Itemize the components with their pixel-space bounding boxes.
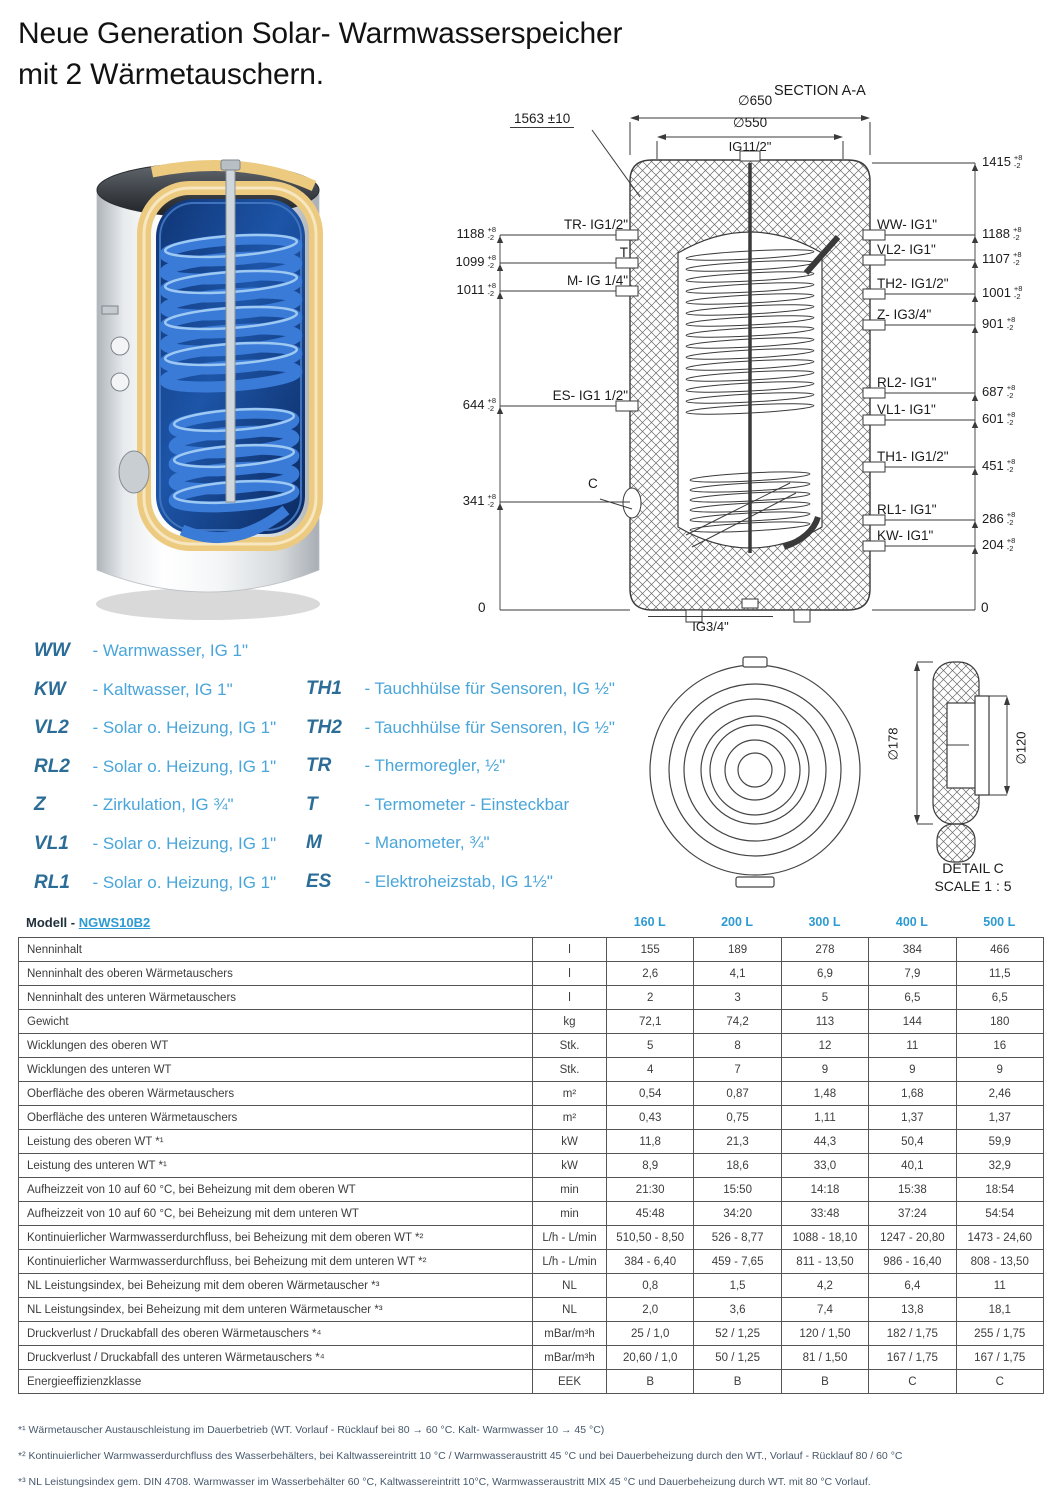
spec-row <box>19 938 1044 962</box>
detail-c-title: DETAIL C <box>942 860 1004 876</box>
spec-value-cell: 2,0 <box>607 1298 694 1322</box>
spec-unit-cell: NL <box>533 1274 607 1298</box>
spec-unit-cell: min <box>533 1178 607 1202</box>
spec-value-cell: 15:38 <box>869 1178 956 1202</box>
spec-row <box>19 1202 1044 1226</box>
spec-value-cell: 5 <box>781 986 868 1010</box>
legend-desc: - Tauchhülse für Sensoren, IG ½" <box>364 679 615 698</box>
spec-name-cell: Nenninhalt <box>19 938 533 962</box>
port-label: TH2- IG1/2" <box>877 276 949 291</box>
spec-value-cell: 3 <box>694 986 781 1010</box>
spec-row <box>19 1154 1044 1178</box>
legend-item <box>34 794 276 833</box>
spec-value-cell: 986 - 16,40 <box>869 1250 956 1274</box>
spec-value-cell: 8,9 <box>607 1154 694 1178</box>
spec-value-cell: 808 - 13,50 <box>956 1250 1043 1274</box>
column-header: 400 L <box>895 915 928 929</box>
spec-value-cell: 16 <box>956 1034 1043 1058</box>
spec-table-grid <box>18 937 1044 1394</box>
tank-cutaway-illustration <box>82 138 334 630</box>
spec-name-cell: Wicklungen des oberen WT <box>19 1034 533 1058</box>
legend-item <box>34 717 276 756</box>
spec-value-cell: 7 <box>694 1058 781 1082</box>
legend-abbr: KW <box>34 678 66 700</box>
spec-name-cell: Nenninhalt des oberen Wärmetauschers <box>19 962 533 986</box>
spec-value-cell: 466 <box>956 938 1043 962</box>
legend-desc: - Tauchhülse für Sensoren, IG ½" <box>364 717 615 737</box>
dimension-value: 1188 +8 -2 <box>456 225 496 242</box>
spec-value-cell: 0,8 <box>607 1274 694 1298</box>
inner-diameter-label: ∅550 <box>732 115 768 130</box>
spec-value-cell: 189 <box>694 938 781 962</box>
spec-value-cell: 1247 - 20,80 <box>869 1226 956 1250</box>
column-header: 160 L <box>633 915 666 929</box>
spec-name-cell: Kontinuierlicher Warmwasserdurchfluss, bei Beheizung mit dem unteren WT *² <box>19 1250 533 1274</box>
spec-value-cell: 72,1 <box>607 1010 694 1034</box>
model-link[interactable]: NGWS10B2 <box>78 915 151 930</box>
spec-row <box>19 1106 1044 1130</box>
spec-value-cell: 182 / 1,75 <box>869 1322 956 1346</box>
page-title-line1: Neue Generation Solar- Warmwasserspeicher <box>18 17 623 50</box>
spec-value-cell: 9 <box>869 1058 956 1082</box>
spec-unit-cell: Stk. <box>533 1058 607 1082</box>
spec-value-cell: 15:50 <box>694 1178 781 1202</box>
spec-table <box>18 912 1043 1394</box>
legend-desc: - Termometer - Einsteckbar <box>364 794 570 814</box>
spec-row <box>19 1346 1044 1370</box>
spec-name-cell: NL Leistungsindex, bei Beheizung mit dem oberen Wärmetauscher *³ <box>19 1274 533 1298</box>
spec-name-cell: Oberfläche des unteren Wärmetauschers <box>19 1106 533 1130</box>
dimension-value: 341 +8 -2 <box>462 492 496 509</box>
spec-value-cell: 1473 - 24,60 <box>956 1226 1043 1250</box>
port-label: VL2- IG1" <box>877 242 936 257</box>
spec-value-cell: 11 <box>869 1034 956 1058</box>
spec-unit-cell: kW <box>533 1154 607 1178</box>
detail-outer-diameter-label: ∅178 <box>885 727 901 761</box>
spec-value-cell: 37:24 <box>869 1202 956 1226</box>
dimension-value: 1107 +8 -2 <box>982 250 1022 267</box>
spec-unit-cell: kW <box>533 1130 607 1154</box>
spec-value-cell: 7,9 <box>869 962 956 986</box>
spec-unit-cell: mBar/m³h <box>533 1322 607 1346</box>
spec-unit-cell: m² <box>533 1106 607 1130</box>
legend-abbr: WW <box>34 640 70 661</box>
dimension-value: 204 +8 -2 <box>982 536 1016 553</box>
outer-diameter-label: ∅650 <box>737 93 773 108</box>
dimension-value: 901 +8 -2 <box>982 315 1016 332</box>
spec-value-cell: 2,46 <box>956 1082 1043 1106</box>
spec-value-cell: 5 <box>607 1034 694 1058</box>
legend-desc: - Elektroheizstab, IG 1½" <box>364 871 553 891</box>
spec-value-cell: 255 / 1,75 <box>956 1322 1043 1346</box>
dimension-value: 451 +8 -2 <box>982 457 1016 474</box>
spec-row <box>19 1058 1044 1082</box>
legend-abbr: Z <box>34 794 46 816</box>
column-header: 200 L <box>721 915 754 929</box>
port-label: M- IG 1/4" <box>566 273 628 288</box>
legend-item <box>34 833 276 872</box>
spec-value-cell: 459 - 7,65 <box>694 1250 781 1274</box>
spec-value-cell: 384 - 6,40 <box>607 1250 694 1274</box>
spec-value-cell: 155 <box>607 938 694 962</box>
spec-value-cell: 0,43 <box>607 1106 694 1130</box>
spec-row <box>19 1274 1044 1298</box>
spec-value-cell: 50 / 1,25 <box>694 1346 781 1370</box>
dimension-value: 1001 +8 -2 <box>982 284 1023 301</box>
column-header: 300 L <box>808 915 841 929</box>
spec-value-cell: 34:20 <box>694 1202 781 1226</box>
spec-unit-cell: mBar/m³h <box>533 1346 607 1370</box>
column-headers <box>606 915 1043 929</box>
legend-column-1 <box>34 640 276 910</box>
port-label: C <box>588 476 598 491</box>
spec-value-cell: 32,9 <box>956 1154 1043 1178</box>
legend-desc: - Solar o. Heizung, IG 1" <box>92 718 277 738</box>
spec-row <box>19 1370 1044 1394</box>
detail-inner-diameter-label: ∅120 <box>1013 731 1029 765</box>
legend-abbr: M <box>306 832 322 854</box>
spec-value-cell: 4,2 <box>781 1274 868 1298</box>
legend-abbr: T <box>306 793 318 815</box>
spec-value-cell: 7,4 <box>781 1298 868 1322</box>
detail-c-scale: SCALE 1 : 5 <box>934 878 1012 894</box>
dimension-value: 687 +8 -2 <box>982 383 1016 400</box>
legend-item <box>306 794 615 833</box>
spec-value-cell: 21,3 <box>694 1130 781 1154</box>
spec-value-cell: 12 <box>781 1034 868 1058</box>
dimension-value: 601 +8 -2 <box>982 410 1016 427</box>
spec-unit-cell: l <box>533 986 607 1010</box>
legend-desc: - Solar o. Heizung, IG 1" <box>92 833 277 853</box>
spec-value-cell: 18,1 <box>956 1298 1043 1322</box>
dimension-value: 1099 +8 -2 <box>455 253 496 270</box>
spec-row <box>19 986 1044 1010</box>
spec-row <box>19 1130 1044 1154</box>
spec-value-cell: 1,68 <box>869 1082 956 1106</box>
spec-name-cell: Leistung des unteren WT *¹ <box>19 1154 533 1178</box>
spec-value-cell: 1,5 <box>694 1274 781 1298</box>
spec-unit-cell: min <box>533 1202 607 1226</box>
spec-value-cell: 2 <box>607 986 694 1010</box>
spec-row <box>19 1178 1044 1202</box>
section-drawing-art <box>440 85 1061 650</box>
port-label: WW- IG1" <box>877 217 938 232</box>
spec-table-header <box>18 912 1043 937</box>
legend-item <box>306 678 615 717</box>
spec-value-cell: 2,6 <box>607 962 694 986</box>
spec-value-cell: 4,1 <box>694 962 781 986</box>
legend-abbr: RL2 <box>34 755 70 777</box>
spec-row <box>19 1034 1044 1058</box>
spec-unit-cell: NL <box>533 1298 607 1322</box>
legend-item <box>306 832 615 871</box>
spec-value-cell: C <box>956 1370 1043 1394</box>
legend-item <box>306 717 615 756</box>
port-label: KW- IG1" <box>877 528 934 543</box>
spec-value-cell: 45:48 <box>607 1202 694 1226</box>
spec-value-cell: 0,75 <box>694 1106 781 1130</box>
spec-value-cell: 11 <box>956 1274 1043 1298</box>
column-header: 500 L <box>983 915 1016 929</box>
bottom-port-label: IG3/4" <box>648 616 773 634</box>
spec-value-cell: 59,9 <box>956 1130 1043 1154</box>
footnote-line: *¹ Wärmetauscher Austauschleistung im Dauerbetrieb (WT. Vorlauf - Rücklauf bei 80 → 60 °C. Kalt- Warmwasser 10 → 45 °C) <box>18 1424 605 1436</box>
spec-value-cell: 180 <box>956 1010 1043 1034</box>
legend-desc: - Kaltwasser, IG 1" <box>92 679 233 699</box>
top-view-drawing <box>640 652 875 894</box>
dimension-value: 1188 +8 -2 <box>982 225 1022 242</box>
spec-name-cell: Gewicht <box>19 1010 533 1034</box>
footnotes <box>18 1424 1048 1502</box>
spec-value-cell: 50,4 <box>869 1130 956 1154</box>
spec-value-cell: 11,5 <box>956 962 1043 986</box>
total-height-label: 1563 ±10 <box>510 111 574 128</box>
spec-value-cell: 3,6 <box>694 1298 781 1322</box>
page-title <box>18 14 622 95</box>
dimension-value: 286 +8 -2 <box>982 510 1016 527</box>
spec-value-cell: 384 <box>869 938 956 962</box>
spec-value-cell: 120 / 1,50 <box>781 1322 868 1346</box>
spec-value-cell: 81 / 1,50 <box>781 1346 868 1370</box>
legend-desc: - Warmwasser, IG 1" <box>92 641 249 660</box>
connection-legend <box>30 640 660 905</box>
spec-unit-cell: l <box>533 962 607 986</box>
spec-value-cell: 33:48 <box>781 1202 868 1226</box>
dimension-value: 1415 +8 -2 <box>982 153 1023 170</box>
spec-value-cell: 6,4 <box>869 1274 956 1298</box>
spec-value-cell: 4 <box>607 1058 694 1082</box>
spec-name-cell: Druckverlust / Druckabfall des oberen Wärmetauschers *⁴ <box>19 1322 533 1346</box>
spec-unit-cell: Stk. <box>533 1034 607 1058</box>
legend-abbr: VL1 <box>34 832 69 854</box>
footnote-line: *³ NL Leistungsindex gem. DIN 4708. Warmwasser im Wasserbehälter 60 °C, Kaltwassereintritt 10°C, Warmwasseraustritt MIX 45 °C und Dauerbeheizung durch WT. mit 80 °C Vorlauf. <box>18 1476 871 1488</box>
spec-unit-cell: EEK <box>533 1370 607 1394</box>
port-label: ES- IG1 1/2" <box>552 388 628 403</box>
spec-value-cell: B <box>781 1370 868 1394</box>
zero-label-left: 0 <box>478 600 486 615</box>
spec-unit-cell: L/h - L/min <box>533 1226 607 1250</box>
spec-value-cell: 1,37 <box>956 1106 1043 1130</box>
spec-value-cell: 33,0 <box>781 1154 868 1178</box>
port-label: TH1- IG1/2" <box>877 449 949 464</box>
spec-value-cell: 6,5 <box>869 986 956 1010</box>
top-port-label: IG11/2" <box>728 139 772 154</box>
spec-name-cell: Oberfläche des oberen Wärmetauschers <box>19 1082 533 1106</box>
spec-value-cell: C <box>869 1370 956 1394</box>
spec-value-cell: 6,5 <box>956 986 1043 1010</box>
spec-value-cell: 25 / 1,0 <box>607 1322 694 1346</box>
spec-value-cell: 13,8 <box>869 1298 956 1322</box>
legend-abbr: TH2 <box>306 716 342 738</box>
legend-abbr: TH1 <box>306 678 342 699</box>
spec-value-cell: 1,48 <box>781 1082 868 1106</box>
spec-value-cell: 1,11 <box>781 1106 868 1130</box>
legend-item <box>34 679 276 718</box>
port-label: RL1- IG1" <box>877 502 937 517</box>
spec-value-cell: 18,6 <box>694 1154 781 1178</box>
spec-value-cell: 113 <box>781 1010 868 1034</box>
spec-name-cell: Druckverlust / Druckabfall des unteren Wärmetauschers *⁴ <box>19 1346 533 1370</box>
spec-value-cell: 1,37 <box>869 1106 956 1130</box>
footnote-line: *² Kontinuierlicher Warmwasserdurchfluss des Wasserbehälters, bei Kaltwassereintritt 10 °C / Warmwasseraustritt 45 °C und bei Dauerbeheizung durch den WT., Vorlauf - Rücklauf 80 / 60 °C <box>18 1450 903 1462</box>
port-label: TR- IG1/2" <box>563 217 628 232</box>
spec-name-cell: Leistung des oberen WT *¹ <box>19 1130 533 1154</box>
spec-name-cell: Wicklungen des unteren WT <box>19 1058 533 1082</box>
legend-abbr: ES <box>306 870 332 892</box>
spec-name-cell: Aufheizzeit von 10 auf 60 °C, bei Beheizung mit dem oberen WT <box>19 1178 533 1202</box>
zero-label-right: 0 <box>981 600 989 615</box>
spec-row <box>19 1010 1044 1034</box>
spec-value-cell: 74,2 <box>694 1010 781 1034</box>
spec-row <box>19 1250 1044 1274</box>
spec-value-cell: 52 / 1,25 <box>694 1322 781 1346</box>
dimension-value: 644 +8 -2 <box>462 396 496 413</box>
spec-value-cell: B <box>694 1370 781 1394</box>
legend-desc: - Manometer, ¾" <box>364 833 490 853</box>
spec-value-cell: 526 - 8,77 <box>694 1226 781 1250</box>
legend-column-2 <box>306 678 615 910</box>
legend-item <box>34 872 276 911</box>
spec-unit-cell: l <box>533 938 607 962</box>
legend-abbr: VL2 <box>34 717 69 739</box>
spec-name-cell: Aufheizzeit von 10 auf 60 °C, bei Beheizung mit dem unteren WT <box>19 1202 533 1226</box>
spec-value-cell: 11,8 <box>607 1130 694 1154</box>
legend-item <box>34 756 276 795</box>
spec-row <box>19 1322 1044 1346</box>
port-label: Z- IG3/4" <box>877 307 932 322</box>
spec-value-cell: 6,9 <box>781 962 868 986</box>
spec-value-cell: 0,87 <box>694 1082 781 1106</box>
legend-item <box>306 871 615 910</box>
spec-row <box>19 1082 1044 1106</box>
spec-value-cell: 510,50 - 8,50 <box>607 1226 694 1250</box>
spec-name-cell: NL Leistungsindex, bei Beheizung mit dem unteren Wärmetauscher *³ <box>19 1298 533 1322</box>
spec-value-cell: 278 <box>781 938 868 962</box>
spec-value-cell: 167 / 1,75 <box>956 1346 1043 1370</box>
spec-row <box>19 962 1044 986</box>
legend-item <box>34 640 276 679</box>
spec-value-cell: 14:18 <box>781 1178 868 1202</box>
spec-unit-cell: kg <box>533 1010 607 1034</box>
spec-value-cell: 811 - 13,50 <box>781 1250 868 1274</box>
legend-abbr: TR <box>306 755 332 777</box>
spec-value-cell: 167 / 1,75 <box>869 1346 956 1370</box>
spec-value-cell: 144 <box>869 1010 956 1034</box>
model-cell <box>26 915 150 930</box>
section-title: SECTION A-A <box>774 83 866 99</box>
section-drawing <box>440 85 1061 650</box>
spec-value-cell: 1088 - 18,10 <box>781 1226 868 1250</box>
legend-desc: - Solar o. Heizung, IG 1" <box>92 756 277 776</box>
legend-desc: - Zirkulation, IG ¾" <box>92 795 234 815</box>
spec-value-cell: 8 <box>694 1034 781 1058</box>
spec-row <box>19 1298 1044 1322</box>
model-label: Modell - <box>26 915 76 930</box>
spec-value-cell: 9 <box>956 1058 1043 1082</box>
detail-c-drawing <box>885 648 1061 908</box>
port-label: RL2- IG1" <box>877 375 937 390</box>
spec-unit-cell: L/h - L/min <box>533 1250 607 1274</box>
spec-value-cell: 20,60 / 1,0 <box>607 1346 694 1370</box>
spec-value-cell: 44,3 <box>781 1130 868 1154</box>
spec-name-cell: Energieeffizienzklasse <box>19 1370 533 1394</box>
spec-name-cell: Nenninhalt des unteren Wärmetauschers <box>19 986 533 1010</box>
spec-value-cell: 40,1 <box>869 1154 956 1178</box>
spec-value-cell: 21:30 <box>607 1178 694 1202</box>
spec-value-cell: 0,54 <box>607 1082 694 1106</box>
port-label: T <box>619 245 628 260</box>
legend-abbr: RL1 <box>34 871 70 893</box>
spec-row <box>19 1226 1044 1250</box>
port-label: VL1- IG1" <box>877 402 936 417</box>
spec-value-cell: 9 <box>781 1058 868 1082</box>
spec-name-cell: Kontinuierlicher Warmwasserdurchfluss, bei Beheizung mit dem oberen WT *² <box>19 1226 533 1250</box>
dimension-value: 1011 +8 -2 <box>456 281 496 298</box>
tank-cutaway-art <box>82 138 334 630</box>
spec-value-cell: 18:54 <box>956 1178 1043 1202</box>
legend-item <box>306 755 615 794</box>
legend-desc: - Thermoregler, ½" <box>364 756 506 776</box>
spec-unit-cell: m² <box>533 1082 607 1106</box>
spec-value-cell: B <box>607 1370 694 1394</box>
legend-desc: - Solar o. Heizung, IG 1" <box>92 872 277 892</box>
spec-value-cell: 54:54 <box>956 1202 1043 1226</box>
page-title-line2: mit 2 Wärmetauschern. <box>18 57 324 91</box>
